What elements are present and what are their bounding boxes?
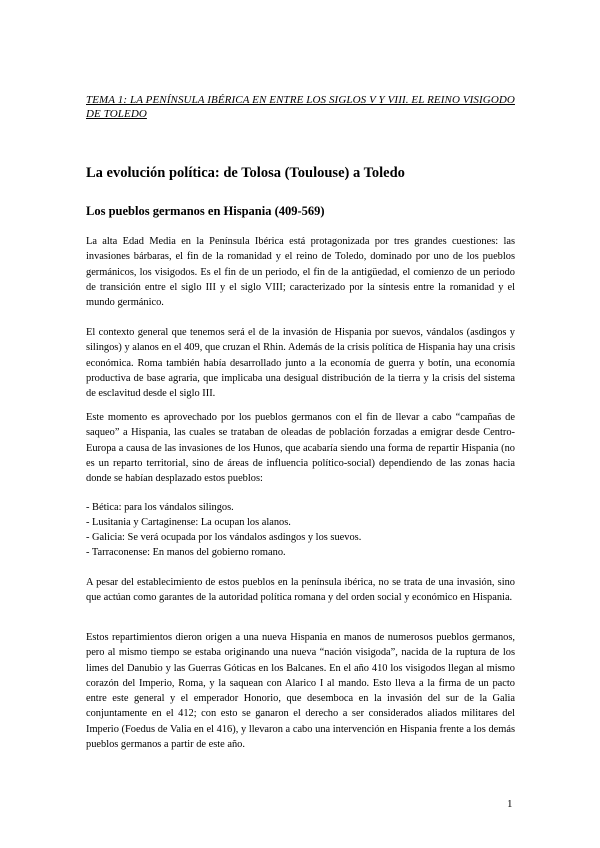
subsection-heading: Los pueblos germanos en Hispania (409-569) — [86, 204, 325, 218]
page-number: 1 — [507, 798, 513, 810]
paragraph-3: Este momento es aprovechado por los pueblos germanos con el fin de llevar a cabo “campañas de saqueo” a Hispania, las cuales se trataban de oleadas de población forzadas a emigrar desde Centro-Europa a causa de las invasiones de los Hunos, que acabaría siendo una forma de repartir Hispania (no es un reparto territorial, sino de áreas de influencia político-social) dependiendo de las zonas hacia donde se habían desplazado estos pueblos: — [86, 412, 515, 485]
section-heading: La evolución política: de Tolosa (Toulouse) a Toledo — [86, 165, 405, 181]
list-item-lusitania: - Lusitania y Cartaginense: La ocupan los alanos. — [86, 517, 291, 528]
document-title: TEMA 1: LA PENÍNSULA IBÉRICA EN ENTRE LOS SIGLOS V Y VIII. EL REINO VISIGODO DE TOLEDO — [86, 94, 515, 120]
paragraph-2: El contexto general que tenemos será el de la invasión de Hispania por suevos, vándalos (asdingos y silingos) y alanos en el 409, que cruzan el Rhin. Además de la crisis política de Hispania hay una crisis económica. Roma también había desarrollado junto a la economía de guerra y botín, una economía productiva de base agraria, que implicaba una desigual distribución de la tierra y la crisis del sistema de esclavitud desde el siglo III. — [86, 327, 515, 400]
paragraph-1: La alta Edad Media en la Península Ibérica está protagonizada por tres grandes cuestiones: las invasiones bárbaras, el fin de la romanidad y el reino de Toledo, dominado por uno de los pueblos germánicos, los visigodos. Es el fin de un periodo, el fin de la antigüedad, el comienzo de un periodo de transición entre el siglo III y el siglo VIII; caracterizado por la síntesis entre la romanidad y el mundo germánico. — [86, 236, 515, 309]
list-item-tarraconense: - Tarraconense: En manos del gobierno romano. — [86, 547, 286, 558]
paragraph-4: A pesar del establecimiento de estos pueblos en la península ibérica, no se trata de una invasión, sino que actúan como garantes de la autoridad política romana y del orden social y económico en Hispania. — [86, 577, 515, 604]
paragraph-5: Estos repartimientos dieron origen a una nueva Hispania en manos de numerosos pueblos germanos, pero al mismo tiempo se estaba originando una nueva “nación visigoda”, nacida de la ruptura de los limes del Danubio y las Guerras Góticas en los Balcanes. En el año 410 los visigodos llegan al mismo corazón del Imperio, Roma, y la saquean con Alarico I al mando. Esto lleva a la firma de un pacto entre este general y el emperador Honorio, que desemboca en la invasión del sur de la Galia conjuntamente en el 412; con esto se ganaron el derecho a ser considerados aliados militares del Imperio (Foedus de Valia en el 416), y llevaron a cabo una intervención en Hispania frente a los demás pueblos germanos a partir de este año. — [86, 632, 515, 751]
list-item-galicia: - Galicia: Se verá ocupada por los vándalos asdingos y los suevos. — [86, 532, 362, 543]
list-item-betica: - Bética: para los vándalos silingos. — [86, 502, 234, 513]
